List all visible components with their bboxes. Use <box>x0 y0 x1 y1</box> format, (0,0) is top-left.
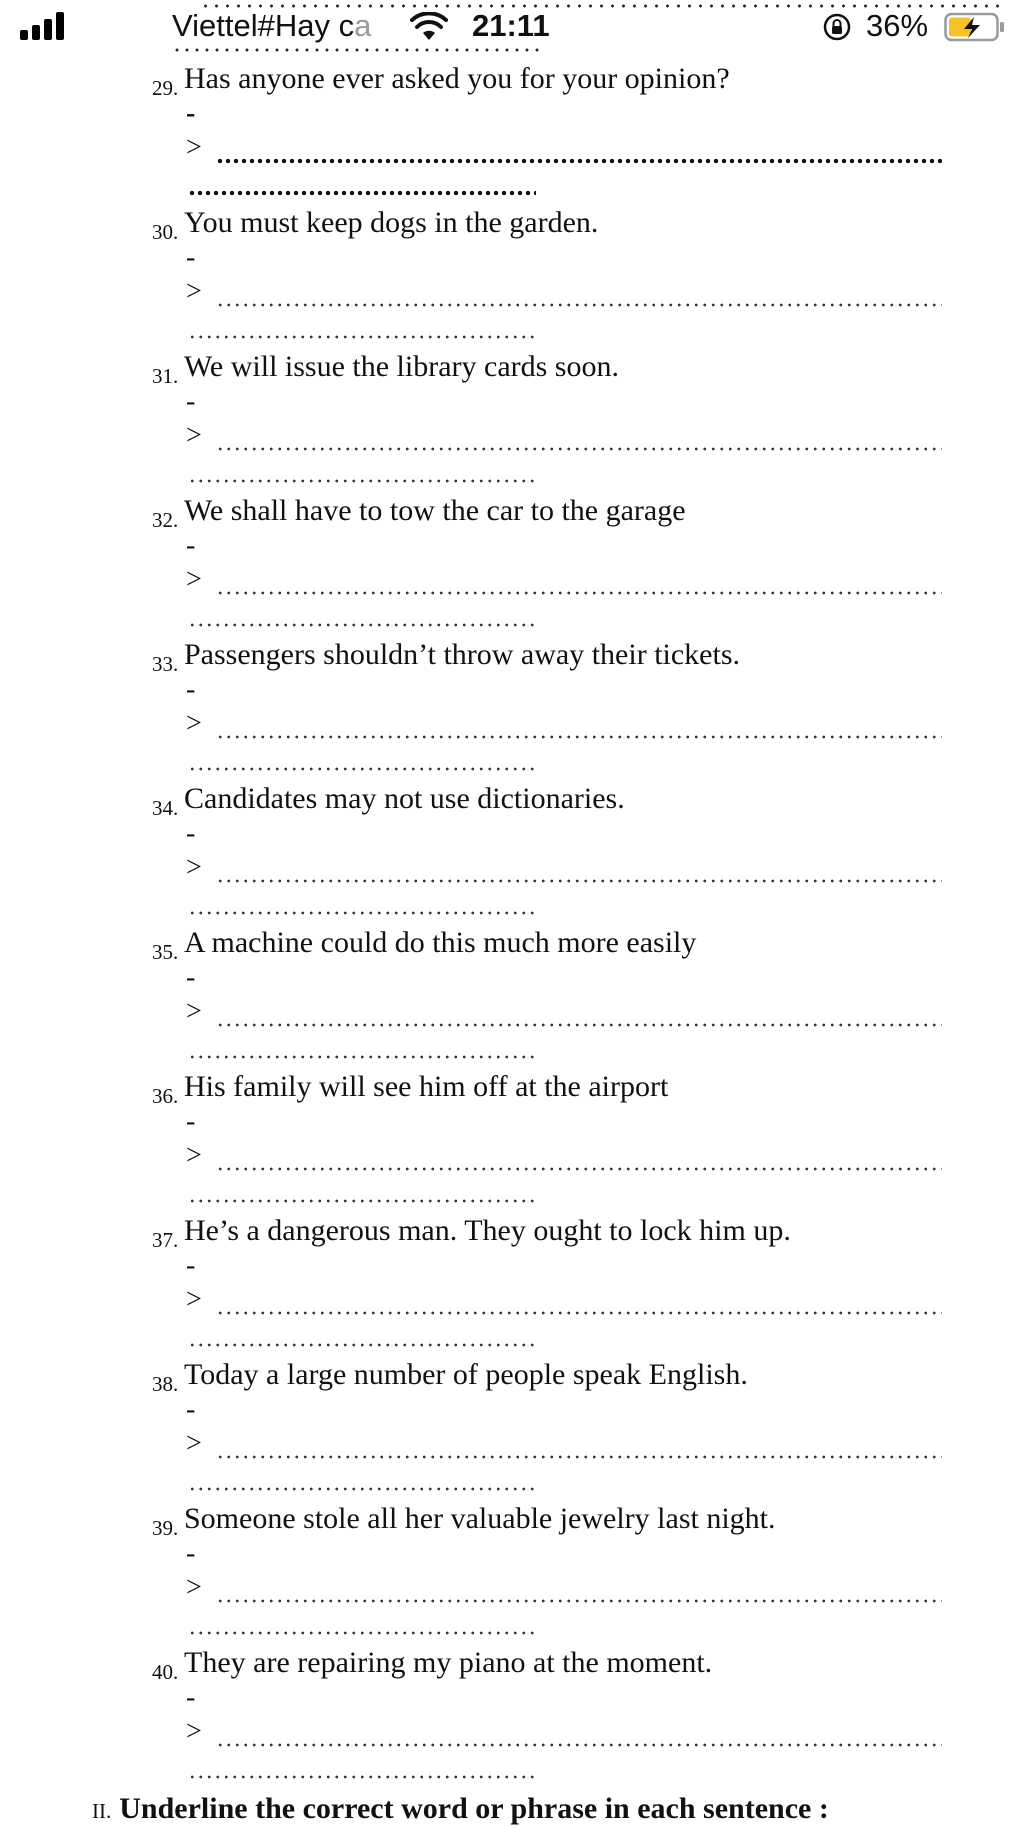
battery-charging-icon <box>944 12 1006 42</box>
question-36 <box>0 1070 1024 1214</box>
question-37 <box>0 1214 1024 1358</box>
question-number: 29. <box>152 76 179 100</box>
answer-line-continuation[interactable] <box>188 1198 536 1204</box>
answer-line[interactable] <box>216 878 942 884</box>
answer-line[interactable] <box>216 302 942 308</box>
question-32 <box>0 494 1024 638</box>
answer-line[interactable] <box>216 446 942 452</box>
wifi-icon <box>410 12 448 42</box>
dotted-line-status <box>172 48 544 52</box>
answer-dash: - <box>186 1394 196 1425</box>
question-text: They are repairing my piano at the moment. <box>184 1646 713 1679</box>
question-text: Passengers shouldn’t throw away their tickets. <box>184 638 741 671</box>
question-33 <box>0 638 1024 782</box>
answer-line[interactable] <box>216 1454 942 1460</box>
question-number: 38. <box>152 1372 179 1396</box>
question-number: 37. <box>152 1228 179 1252</box>
answer-line-continuation[interactable] <box>188 1630 536 1636</box>
answer-line-continuation[interactable] <box>188 910 536 916</box>
status-bar <box>0 0 1024 56</box>
answer-line-continuation[interactable] <box>188 766 536 772</box>
answer-arrow: > <box>186 1428 202 1459</box>
answer-dash: - <box>186 98 196 129</box>
question-text: Candidates may not use dictionaries. <box>184 782 625 815</box>
question-text: We will issue the library cards soon. <box>184 350 619 383</box>
answer-line-continuation[interactable] <box>188 190 536 196</box>
section-title: Underline the correct word or phrase in each sentence : <box>119 1792 829 1825</box>
answer-line-continuation[interactable] <box>188 478 536 484</box>
question-number: 39. <box>152 1516 179 1540</box>
answer-dash: - <box>186 1106 196 1137</box>
carrier-name: Viettel#Hay ca <box>172 8 372 43</box>
question-35 <box>0 926 1024 1070</box>
answer-dash: - <box>186 1682 196 1713</box>
question-38 <box>0 1358 1024 1502</box>
question-text: Has anyone ever asked you for your opinion? <box>184 62 730 95</box>
question-29 <box>0 62 1024 206</box>
answer-arrow: > <box>186 1716 202 1747</box>
question-text: Today a large number of people speak English. <box>184 1358 748 1391</box>
answer-line[interactable] <box>216 1598 942 1604</box>
question-number: 32. <box>152 508 179 532</box>
answer-arrow: > <box>186 1284 202 1315</box>
question-number: 35. <box>152 940 179 964</box>
question-number: 40. <box>152 1660 179 1684</box>
answer-dash: - <box>186 530 196 561</box>
answer-arrow: > <box>186 1140 202 1171</box>
answer-arrow: > <box>186 564 202 595</box>
question-text: You must keep dogs in the garden. <box>184 206 599 239</box>
question-text: Someone stole all her valuable jewelry last night. <box>184 1502 776 1535</box>
answer-line-continuation[interactable] <box>188 622 536 628</box>
question-31 <box>0 350 1024 494</box>
question-number: 33. <box>152 652 179 676</box>
answer-line[interactable] <box>216 1022 942 1028</box>
answer-dash: - <box>186 242 196 273</box>
answer-dash: - <box>186 1250 196 1281</box>
section-number: II. <box>92 1799 112 1823</box>
answer-line[interactable] <box>216 1166 942 1172</box>
question-number: 30. <box>152 220 179 244</box>
question-text: A machine could do this much more easily <box>184 926 697 959</box>
answer-line[interactable] <box>216 1310 942 1316</box>
answer-line-continuation[interactable] <box>188 1054 536 1060</box>
question-text: He’s a dangerous man. They ought to lock him up. <box>184 1214 791 1247</box>
question-number: 34. <box>152 796 179 820</box>
answer-arrow: > <box>186 852 202 883</box>
answer-line[interactable] <box>216 1742 942 1748</box>
answer-arrow: > <box>186 708 202 739</box>
answer-line-continuation[interactable] <box>188 1774 536 1780</box>
battery-percent: 36% <box>866 8 929 43</box>
question-number: 31. <box>152 364 179 388</box>
answer-arrow: > <box>186 996 202 1027</box>
answer-line[interactable] <box>216 590 942 596</box>
answer-line-continuation[interactable] <box>188 334 536 340</box>
answer-line[interactable] <box>216 158 942 164</box>
section-heading <box>92 1792 829 1826</box>
question-30 <box>0 206 1024 350</box>
answer-dash: - <box>186 386 196 417</box>
answer-arrow: > <box>186 276 202 307</box>
question-34 <box>0 782 1024 926</box>
answer-arrow: > <box>186 132 202 163</box>
signal-icon <box>20 12 66 40</box>
question-39 <box>0 1502 1024 1646</box>
answer-dash: - <box>186 818 196 849</box>
answer-line-continuation[interactable] <box>188 1342 536 1348</box>
question-number: 36. <box>152 1084 179 1108</box>
answer-dash: - <box>186 962 196 993</box>
question-40 <box>0 1646 1024 1790</box>
question-text: We shall have to tow the car to the garage <box>184 494 686 527</box>
clock: 21:11 <box>472 8 550 43</box>
answer-line-continuation[interactable] <box>188 1486 536 1492</box>
answer-dash: - <box>186 1538 196 1569</box>
question-text: His family will see him off at the airport <box>184 1070 669 1103</box>
answer-dash: - <box>186 674 196 705</box>
answer-line[interactable] <box>216 734 942 740</box>
answer-arrow: > <box>186 420 202 451</box>
rotation-lock-icon <box>822 12 852 42</box>
answer-arrow: > <box>186 1572 202 1603</box>
